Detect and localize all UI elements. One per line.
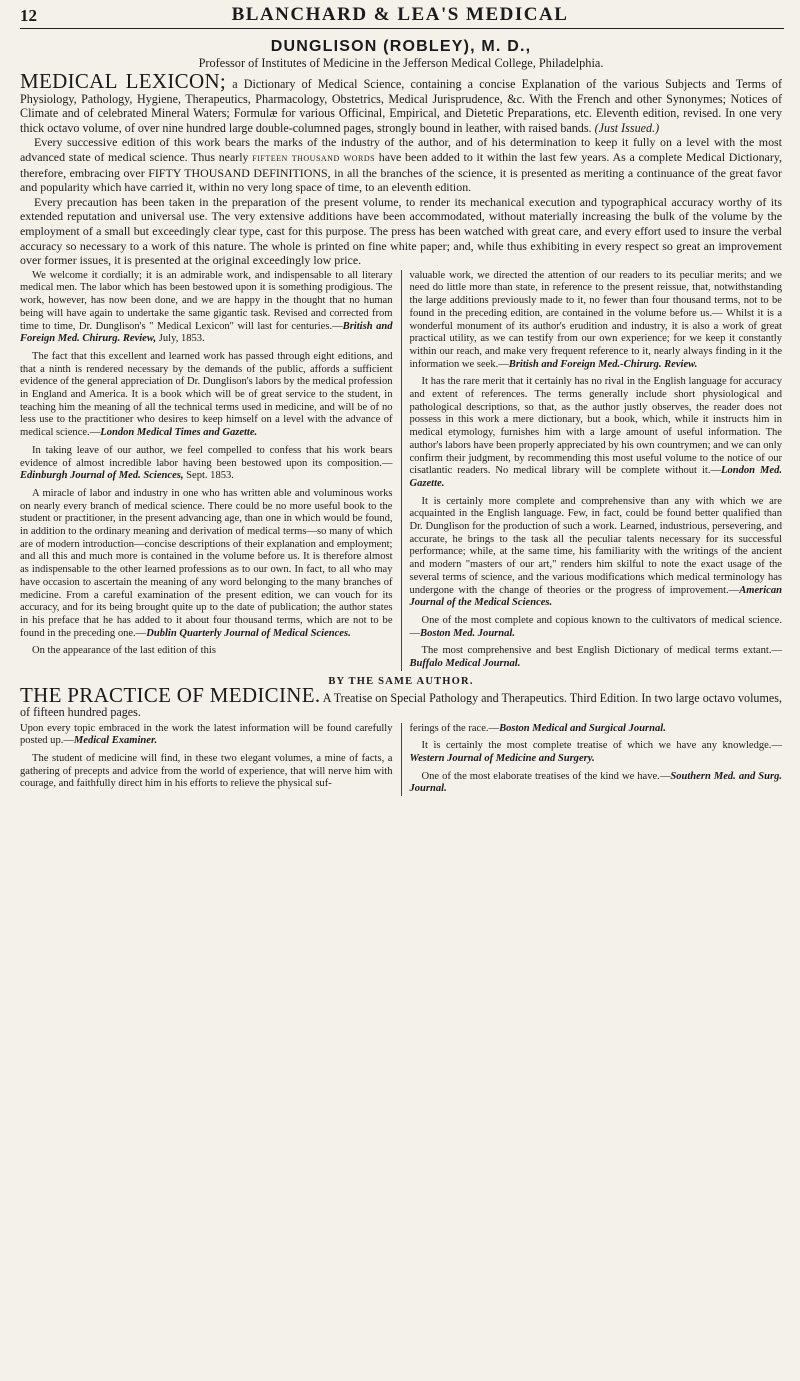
- header-rule: [20, 28, 784, 29]
- reviews-left-column: [20, 270, 402, 671]
- practice-right-column: [402, 723, 783, 797]
- reviews-right-column: [402, 270, 783, 671]
- review: The fact that this excellent and learned work has passed through eight editions, and that a ninth is rendered necessary by the demands of the public, affords a sufficient evidence of the general appreciation of Dr. Dunglison's labors by the medical profession in England and America. It is a book which will be of great service to the student, in teaching him the meaning of all the technical terms used in medicine, and will be of no less use to the practitioner who desires to keep himself on a level with the advance of medical science.—London Medical Times and Gazette.: [20, 350, 393, 439]
- lexicon-reviews: [20, 270, 782, 671]
- lexicon-paragraph-1: [20, 135, 782, 194]
- practice-reviews: [20, 723, 782, 797]
- review: ferings of the race.—Boston Medical and Surgical Journal.: [409, 722, 666, 734]
- review: Upon every topic embraced in the work the latest information will be found carefully posted up.—Medical Examiner.: [20, 722, 393, 747]
- review: The student of medicine will find, in these two elegant volumes, a mine of facts, a gathering of precepts and advice from the world of experience, that will nerve him with courage, and faithfully direct him in his efforts to relieve the physical suf-: [20, 753, 393, 790]
- review: We welcome it cordially; it is an admirable work, and indispensable to all literary medical men. The labor which has been bestowed upon it is something prodigious. The work, however, has now been done, and we are happy in the thought that no human being will have again to undertake the same gigantic task. Revised and corrected from time to time, Dr. Dunglison's " Medical Lexicon" will last for centuries.—British and Foreign Med. Chirurg. Review, July, 1853.: [20, 269, 393, 345]
- lexicon-heading: [20, 69, 782, 135]
- review: It is certainly more complete and comprehensive than any with which we are acquainted in the English language. Few, in fact, could be found better qualified than Dr. Dunglison for the production of such a work. Learned, industrious, persevering, and accurate, he brings to the task all the peculiar talents necessary for its successful performance; while, at the same time, his familiarity with the writings of the ancient and modern "masters of our art," renders him skilful to note the exact usage of the several terms of science, and the various modifications which medical terminology has undergone with the change of theories or the progress of improvement.—American Journal of the Medical Sciences.: [409, 495, 782, 609]
- author-title: Professor of Institutes of Medicine in the Jefferson Medical College, Philadelphia.: [198, 56, 604, 70]
- review: In taking leave of our author, we feel compelled to confess that his work bears evidence of almost incredible labor having been bestowed upon its composition.—Edinburgh Journal of Med. Sciences, Sept. 1853.: [20, 444, 393, 482]
- lexicon-paragraph-2: Every precaution has been taken in the preparation of the present volume, to render its mechanical execution and typographical accuracy worthy of its extended reputation and universal use. The very extensive additions have been accommodated, without materially increasing the bulk of the volume by the employment of a small but exceedingly clear type, cast for this purpose. The press has been watched with great care, and every effort used to insure the verbal accuracy so necessary to a work of this nature. The whole is printed on fine white paper; and, while thus exhibiting in every respect so great an improvement over former issues, it is presented at the original exceedingly low price.: [20, 194, 782, 268]
- review: It has the rare merit that it certainly has no rival in the English language for accuracy and extent of references. The terms generally include short physiological and pathological descriptions, so that, as the author justly observes, the reader does not possess in this work a mere dictionary, but a book, which, while it instructs him in medical etymology, furnishes him with a large amount of useful information. The author's labors have been properly appreciated by his own countrymen; and we can only confirm their judgment, by recommending this most useful volume to the notice of our cisatlantic readers. No medical library will be complete without it.—London Med. Gazette.: [409, 376, 782, 489]
- running-title: BLANCHARD & LEA'S MEDICAL: [231, 4, 569, 25]
- review: valuable work, we directed the attention of our readers to its peculiar merits; and we need do little more than state, in reference to the present reissue, that, notwithstanding the large additions previously made to it, no fewer than four thousand terms, not to be found in the preceding edition, are contained in the volume before us.— Whilst it is a wonderful monument of its author's erudition and industry, it is also a work of great practical utility, as we can testify from our own experience; for we keep it constantly within our reach, and make very frequent reference to it, nearly always finding in it the information we seek.—British and Foreign Med.-Chirurg. Review.: [409, 269, 782, 370]
- review: On the appearance of the last edition of this: [32, 645, 216, 657]
- review: One of the most complete and copious known to the cultivators of medical science.—Boston Med. Journal.: [409, 615, 782, 639]
- lexicon-title: MEDICAL LEXICON;: [20, 69, 227, 93]
- practice-heading: [20, 682, 782, 720]
- running-head: [0, 0, 800, 30]
- lexicon-description: a Dictionary of Medical Science, containing a concise Explanation of the various Subjects and Terms of Physiology, Pathology, Hygiene, Therapeutics, Pharmacology, Obstetrics, Medical Jurisprudence, &c. With the French and other Synonymes; Notices of Climate and of celebrated Mineral Waters; Formulæ for various Officinal, Empirical, and Dietetic Preparations, etc. Eleventh edition, revised. In one very thick octavo volume, of over nine hundred large double-columned pages, strongly bound in leather, with raised bands.: [20, 77, 782, 135]
- review: The most comprehensive and best English Dictionary of medical terms extant.—Buffalo Medical Journal.: [409, 645, 782, 670]
- review: One of the most elaborate treatises of the kind we have.—Southern Med. and Surg. Journal.: [409, 770, 782, 795]
- para1-text-b: have been added to it within the last few years. As a complete Medical Dictionary, therefore, embracing over FIFTY THOUSAND DEFINITIONS, in all the branches of the science, it is presented as meriting a continuance of the great favor and popularity which have carried it, within no very long space of time, to an eleventh edition.: [20, 149, 782, 195]
- practice-left-column: [20, 723, 402, 797]
- practice-title: THE PRACTICE OF MEDICINE.: [20, 682, 321, 707]
- by-same-author: BY THE SAME AUTHOR.: [328, 675, 474, 687]
- para1-text-a: Every successive edition of this work bears the marks of the industry of the author, and of his determination to keep it fully on a level with the most advanced state of medical science. Thus nearly: [20, 135, 782, 164]
- lexicon-issued: (Just Issued.): [594, 120, 660, 135]
- review: A miracle of labor and industry in one who has written able and voluminous works on nearly every branch of medical science. There could be no more useful book to the student or practitioner, in the present advancing age, than one in which would be found, in addition to the ordinary meaning and derivation of medical terms—so many of which are of modern introduction—concise descriptions of their explanation and employment; and all this and much more is contained in the volume before us. It is therefore almost as indispensable to the other learned professions as to our own. In fact, to all who may have occasion to ascertain the meaning of any word belonging to the many branches of medicine. From a careful examination of the present edition, we can vouch for its accuracy, and for its being brought quite up to the date of publication; the author states in his preface that he has added to it about four thousand terms, which are not to be found in the preceding one.—Dublin Quarterly Journal of Medical Sciences.: [20, 487, 393, 639]
- practice-description: A Treatise on Special Pathology and Therapeutics. Third Edition. In two large octavo volumes, of fifteen hundred pages.: [20, 690, 782, 720]
- para1-small-caps: fifteen thousand words: [252, 151, 376, 164]
- author-name: DUNGLISON (ROBLEY), M. D.,: [270, 38, 532, 55]
- review: It is certainly the most complete treatise of which we have any knowledge.—Western Journal of Medicine and Surgery.: [409, 740, 782, 765]
- page-number: 12: [20, 6, 37, 25]
